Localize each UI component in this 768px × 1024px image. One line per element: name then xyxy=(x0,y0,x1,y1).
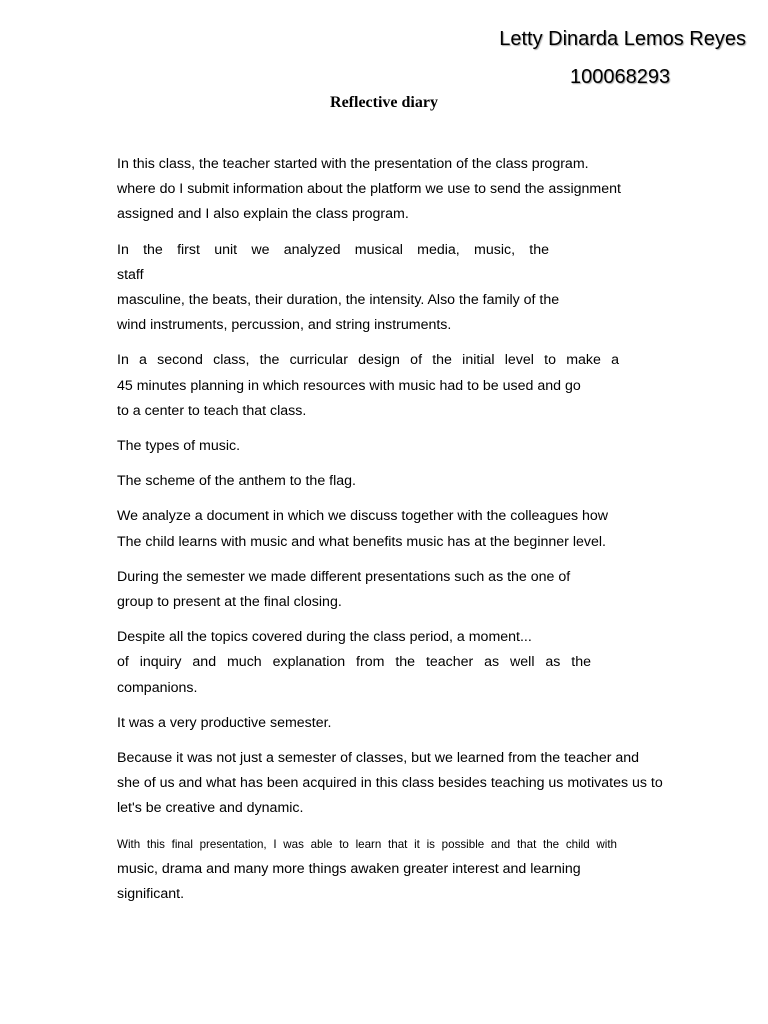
document-body xyxy=(117,152,679,917)
author-name: Letty Dinarda Lemos Reyes xyxy=(499,28,746,50)
paragraph-document-analysis xyxy=(117,504,679,554)
text-line: With this final presentation, I was able to learn that it is possible and that the child with xyxy=(117,837,617,851)
text-line: The types of music. xyxy=(117,438,241,455)
text-line: staff xyxy=(117,266,144,283)
text-line: Despite all the topics covered during the class period, a moment... xyxy=(117,629,532,646)
text-line: music, drama and many more things awaken greater interest and learning xyxy=(117,860,581,877)
text-line: It was a very productive semester. xyxy=(117,714,332,731)
paragraph-second-class xyxy=(117,348,679,424)
text-line: During the semester we made different presentations such as the one of xyxy=(117,568,571,585)
paragraph-presentations xyxy=(117,565,679,615)
paragraph-first-unit xyxy=(117,238,679,339)
text-line: significant. xyxy=(117,886,185,903)
paragraph-topics-covered xyxy=(117,625,679,701)
student-id: 100068293 xyxy=(570,66,671,88)
text-line: where do I submit information about the platform we use to send the assignment xyxy=(117,181,621,198)
paragraph-learned-from-teacher xyxy=(117,746,679,822)
text-line: The child learns with music and what benefits music has at the beginner level. xyxy=(117,533,606,550)
text-line: In the first unit we analyzed musical media, music, the xyxy=(117,241,549,258)
text-line: wind instruments, percussion, and string instruments. xyxy=(117,317,452,334)
text-line: assigned and I also explain the class program. xyxy=(117,206,409,223)
paragraph-final-presentation xyxy=(117,832,679,908)
text-line: of inquiry and much explanation from the teacher as well as the xyxy=(117,654,591,671)
text-line: 45 minutes planning in which resources with music had to be used and go xyxy=(117,377,581,394)
text-line: she of us and what has been acquired in this class besides teaching us motivates us to xyxy=(117,775,663,792)
text-line: masculine, the beats, their duration, the intensity. Also the family of the xyxy=(117,292,560,309)
document-title: Reflective diary xyxy=(330,94,438,111)
paragraph-types-of-music xyxy=(117,434,679,459)
text-line: The scheme of the anthem to the flag. xyxy=(117,473,356,490)
text-line: Because it was not just a semester of classes, but we learned from the teacher and xyxy=(117,750,640,767)
paragraph-program xyxy=(117,152,679,228)
text-line: let's be creative and dynamic. xyxy=(117,800,304,817)
text-line: We analyze a document in which we discuss together with the colleagues how xyxy=(117,508,609,525)
text-line: In this class, the teacher started with the presentation of the class program. xyxy=(117,156,589,172)
paragraph-anthem xyxy=(117,469,679,494)
text-line: group to present at the final closing. xyxy=(117,594,342,611)
paragraph-productive-semester xyxy=(117,711,679,736)
text-line: companions. xyxy=(117,679,198,696)
text-line: to a center to teach that class. xyxy=(117,402,307,419)
text-line: In a second class, the curricular design of the initial level to make a xyxy=(117,352,619,369)
